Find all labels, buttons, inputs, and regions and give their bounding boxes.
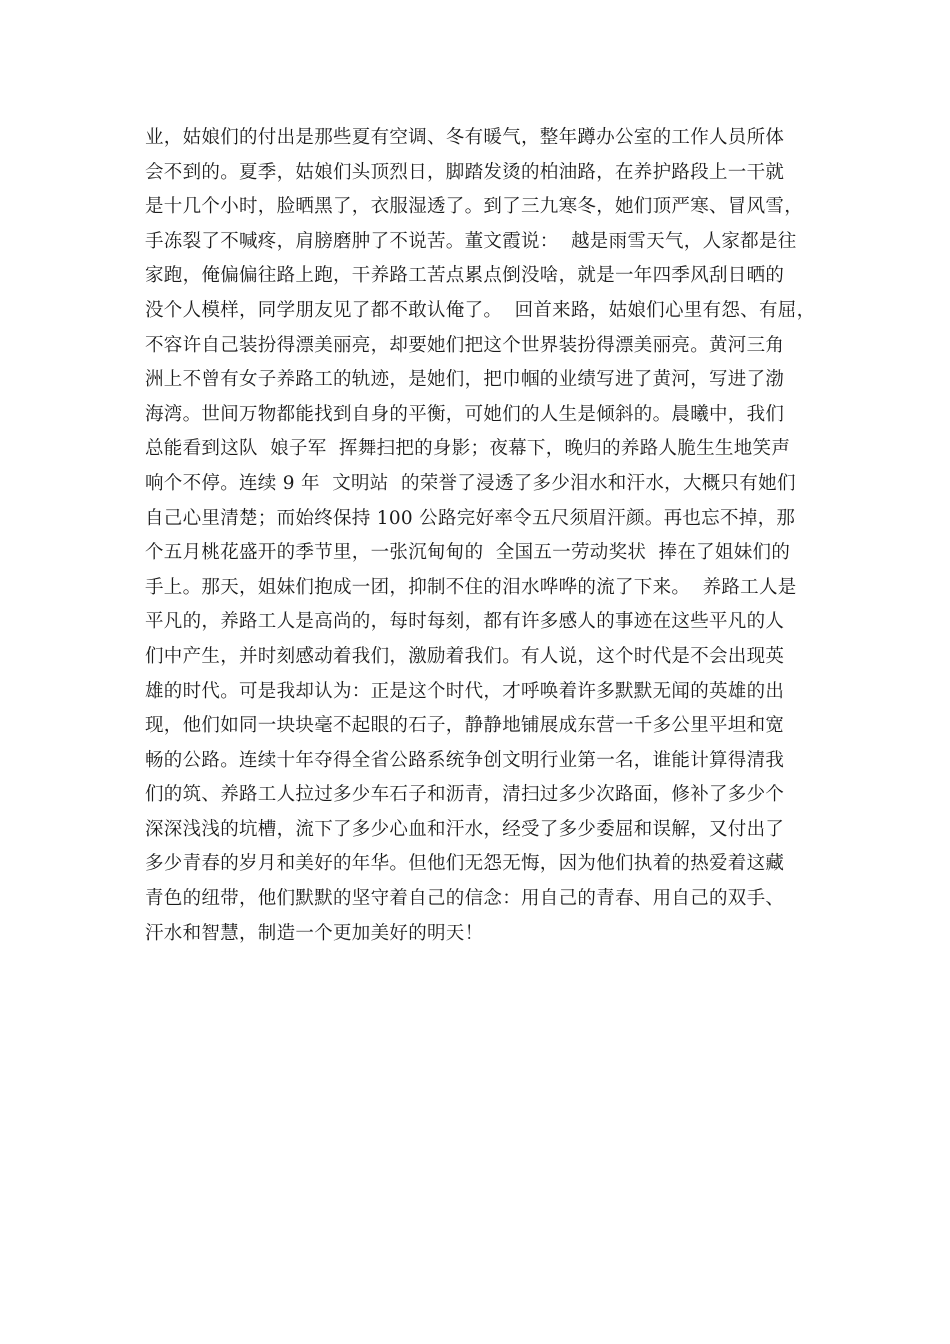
text-line: 畅的公路。连续十年夺得全省公路系统争创文明行业第一名，谁能计算得清我 bbox=[145, 749, 785, 771]
text-line: 家跑，俺偏偏往路上跑，干养路工苦点累点倒没啥，就是一年四季风刮日晒的 bbox=[145, 265, 785, 287]
text-line: 是十几个小时，脸晒黑了，衣服湿透了。到了三九寒冬，她们顶严寒、冒风雪， bbox=[145, 196, 804, 218]
text-line: 海湾。世间万物都能找到自身的平衡，可她们的人生是倾斜的。晨曦中，我们 bbox=[145, 403, 785, 425]
text-line: 业，姑娘们的付出是那些夏有空调、冬有暖气，整年蹲办公室的工作人员所体 bbox=[145, 127, 785, 148]
text-line: 平凡的，养路工人是高尚的，每时每刻，都有许多感人的事迹在这些平凡的人 bbox=[145, 611, 785, 633]
text-line: 响个不停。连续 9 年 文明站 的荣誉了浸透了多少泪水和汗水，大概只有她们 bbox=[145, 472, 796, 494]
text-line: 自己心里清楚；而始终保持 100 公路完好率令五尺须眉汗颜。再也忘不掉，那 bbox=[145, 507, 796, 529]
text-line: 雄的时代。可是我却认为：正是这个时代，才呼唤着许多默默无闻的英雄的出 bbox=[145, 680, 785, 702]
text-line: 们的筑、养路工人拉过多少车石子和沥青，清扫过多少次路面，修补了多少个 bbox=[145, 784, 785, 806]
text-line: 现，他们如同一块块毫不起眼的石子，静静地铺展成东营一千多公里平坦和宽 bbox=[145, 715, 785, 737]
text-line: 没个人模样，同学朋友见了都不敢认俺了。 回首来路，姑娘们心里有怨、有屈， bbox=[145, 299, 816, 321]
text-line: 总能看到这队 娘子军 挥舞扫把的身影；夜幕下，晚归的养路人脆生生地笑声 bbox=[145, 438, 791, 460]
body-paragraph bbox=[145, 121, 825, 951]
text-line: 手冻裂了不喊疼，肩膀磨肿了不说苦。董文霞说： 越是雨雪天气，人家都是往 bbox=[145, 230, 797, 252]
text-line: 个五月桃花盛开的季节里，一张沉甸甸的 全国五一劳动奖状 捧在了姐妹们的 bbox=[145, 542, 791, 564]
text-line: 深深浅浅的坑槽，流下了多少心血和汗水，经受了多少委屈和误解，又付出了 bbox=[145, 818, 785, 840]
text-line: 汗水和智慧，制造一个更加美好的明天！ bbox=[145, 922, 484, 944]
text-line: 手上。那天，姐妹们抱成一团，抑制不住的泪水哗哗的流了下来。 养路工人是 bbox=[145, 576, 797, 598]
text-line: 不容许自己装扮得漂美丽亮，却要她们把这个世界装扮得漂美丽亮。黄河三角 bbox=[145, 334, 785, 356]
text-line: 们中产生，并时刻感动着我们，激励着我们。有人说，这个时代是不会出现英 bbox=[145, 645, 785, 667]
text-line: 多少青春的岁月和美好的年华。但他们无怨无悔，因为他们执着的热爱着这藏 bbox=[145, 853, 785, 875]
text-line: 会不到的。夏季，姑娘们头顶烈日，脚踏发烫的柏油路，在养护路段上一干就 bbox=[145, 161, 785, 183]
text-line: 青色的纽带，他们默默的坚守着自己的信念：用自己的青春、用自己的双手、 bbox=[145, 888, 785, 910]
text-line: 洲上不曾有女子养路工的轨迹，是她们，把巾帼的业绩写进了黄河，写进了渤 bbox=[145, 369, 785, 391]
